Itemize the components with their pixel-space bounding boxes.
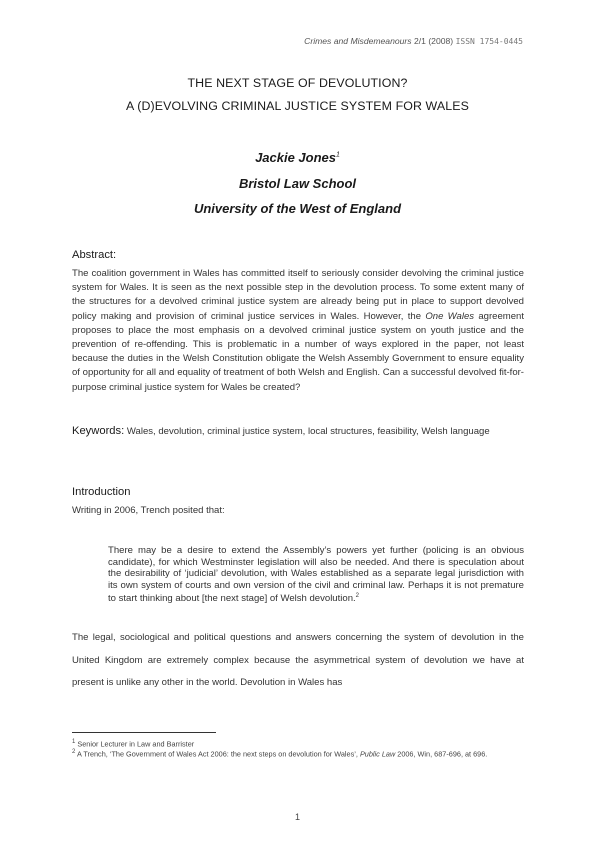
paper-title-line-2: A (D)EVOLVING CRIMINAL JUSTICE SYSTEM FOR WALES: [126, 99, 469, 113]
page-number: 1: [294, 812, 300, 822]
paper-title-line-1: THE NEXT STAGE OF DEVOLUTION?: [187, 76, 408, 90]
footnote-2-text-part-1: A Trench, ‘The Government of Wales Act 2006: the next steps on devolution for Wales’,: [75, 749, 360, 759]
keywords-label: Keywords:: [72, 425, 125, 437]
introduction-heading: Introduction: [72, 486, 131, 498]
footnote-2-text-part-2: 2006, Win, 687-696, at 696.: [395, 749, 488, 759]
abstract-text-part-2: agreement proposes to place the most emphasis on a devolved criminal justice system on youth justice and the prevention of re-offending. This is problematic in a number of ways explored in the paper, not least because the duties in the Welsh Constitution obligate the Welsh Assembly Government to ensure equality of opportunity for all and equality of treatment of both Welsh and English. Can a successful devolved fit-for-purpose criminal justice system for Wales be created?: [72, 310, 525, 393]
footnote-1-text: Senior Lecturer in Law and Barrister: [75, 739, 195, 749]
footnote-2-text-italic: Public Law: [359, 749, 396, 759]
abstract-text-part-1: The coalition government in Wales has committed itself to seriously consider devolving the criminal justice system for Wales. It is seen as the next possible step in the devolution process. To some extent many of the structures for a devolved criminal justice system are already being put in place to support devolved policy making and provision of criminal justice services in Wales. However, the: [72, 268, 524, 322]
author-name: [0, 150, 595, 165]
author-university: University of the West of England: [193, 201, 402, 216]
abstract-text-italic: One Wales: [425, 310, 475, 322]
abstract-heading: Abstract:: [72, 249, 117, 261]
footnote-divider: [72, 732, 216, 733]
block-quote: [108, 545, 524, 605]
journal-issue: 2/1 (2008): [413, 36, 454, 46]
keywords: [72, 422, 524, 441]
footnote-1-mark: 1: [72, 739, 76, 745]
footnote-2: [72, 748, 524, 759]
introduction-lead: Writing in 2006, Trench posited that:: [72, 505, 225, 516]
keywords-text: Wales, devolution, criminal justice system, local structures, feasibility, Welsh language: [124, 426, 490, 437]
block-quote-text: There may be a desire to extend the Assembly’s powers yet further (policing is an obvious candidate), for which Westminster legislation will also be needed. And there is speculation about the desirability of ‘judicial’ devolution, with Wales established as a separate legal jurisdiction with its own system of courts and own version of the civil and criminal law. Perhaps it is not premature to start thinking about [the next stage] of Welsh devolution.: [108, 545, 524, 605]
abstract-text: [72, 267, 524, 395]
journal-issn: ISSN 1754-0445: [455, 37, 523, 46]
journal-name: Crimes and Misdemeanours: [304, 36, 412, 46]
footnote-2-mark: 2: [72, 749, 76, 755]
author-department: Bristol Law School: [238, 176, 356, 191]
author-footnote-mark[interactable]: 1: [336, 151, 340, 159]
running-header: [304, 36, 523, 46]
introduction-body: The legal, sociological and political questions and answers concerning the system of devolution in the United Kingdom are extremely complex because the asymmetrical system of devolution we have at present is unlike any other in the world. Devolution in Wales has: [72, 632, 524, 688]
quote-footnote-mark[interactable]: 2: [355, 593, 360, 600]
author-name-text: Jackie Jones: [255, 150, 337, 165]
